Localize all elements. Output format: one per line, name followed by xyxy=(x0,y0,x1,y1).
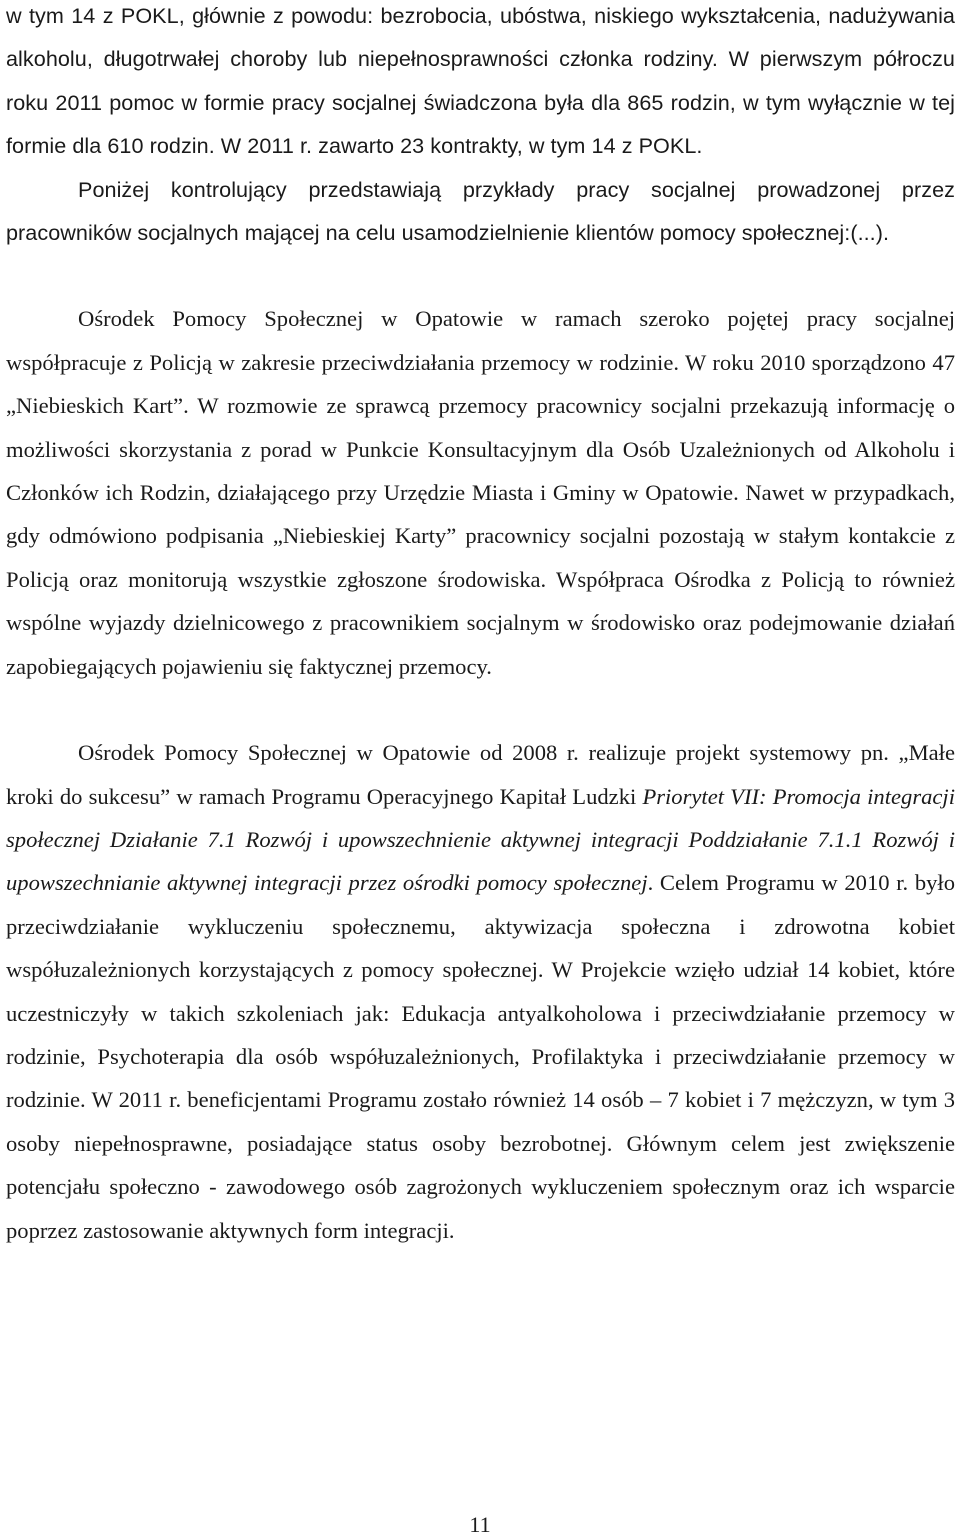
project-program-name-italic: Priorytet VII: Promocja integracji społecznej Działanie 7.1 Rozwój i upowszechnienie aktywnej integracji Poddziałanie 7.1.1 Rozwój i upowszechnianie aktywnej integracji przez ośrodki pomocy społecznej xyxy=(6,783,955,896)
project-text-part-2: . Celem Programu w 2010 r. było przeciwdziałanie wykluczeniu społecznemu, aktywizacja społeczna i zdrowotna kobiet współuzależnionych korzystających z pomocy społecznej. W Projekcie wzięło udział 14 kobiet, które uczestniczyły w takich szkoleniach jak: Edukacja antyalkoholowa i przeciwdziałanie przemocy w rodzinie, Psychoterapia dla osób współuzależnionych, Profilaktyka i przeciwdziałanie przemocy w rodzinie. W 2011 r. beneficjentami Programu zostało również 14 osób – 7 kobiet i 7 mężczyzn, w tym 3 osoby niepełnosprawne, posiadające status osoby bezrobotnej. Głównym celem jest zwiększenie potencjału społeczno - zawodowego osób zagrożonych wykluczeniem społecznym oraz ich wsparcie poprzez zastosowanie aktywnych form integracji. xyxy=(6,870,955,1243)
paragraph-examples-intro: Poniżej kontrolujący przedstawiają przykłady pracy socjalnej prowadzonej przez pracowników socjalnych mającej na celu usamodzielnienie klientów pomocy społecznej:(...). xyxy=(6,176,955,246)
project-text-part-1: Ośrodek Pomocy Społecznej w Opatowie od 2008 r. realizuje projekt systemowy pn. „Małe kroki do sukcesu” w ramach Programu Operacyjnego Kapitał Ludzki xyxy=(6,740,955,809)
paragraph-pokl-summary: w tym 14 z POKL, głównie z powodu: bezrobocia, ubóstwa, niskiego wykształcenia, nadużywania alkoholu, długotrwałej choroby lub niepełnosprawności członka rodziny. W pierwszym półroczu roku 2011 pomoc w formie pracy socjalnej świadczona była dla 865 rodzin, w tym wyłącznie w tej formie dla 610 rodzin. W 2011 r. zawarto 23 kontrakty, w tym 14 z POKL. xyxy=(6,3,955,159)
paragraph-police-cooperation: Ośrodek Pomocy Społecznej w Opatowie w ramach szeroko pojętej pracy socjalnej współpracuje z Policją w zakresie przeciwdziałania przemocy w rodzinie. W roku 2010 sporządzono 47 „Niebieskich Kart”. W rozmowie ze sprawcą przemocy pracownicy socjalni przekazują informację o możliwości skorzystania z porad w Punkcie Konsultacyjnym dla Osób Uzależnionych od Alkoholu i Członków ich Rodzin, działającego przy Urzędzie Miasta i Gminy w Opatowie. Nawet w przypadkach, gdy odmówiono podpisania „Niebieskiej Karty” pracownicy socjalni pozostają w stałym kontakcie z Policją oraz monitorują wszystkie zgłoszone środowiska. Współpraca Ośrodka z Policją to również wspólne wyjazdy dzielnicowego z pracownikiem socjalnym w środowisko oraz podejmowanie działań zapobiegających pojawieniu się faktycznej przemocy. xyxy=(6,306,955,679)
paragraph-project-description xyxy=(6,731,955,1252)
document-page xyxy=(6,0,955,1252)
page-number: 11 xyxy=(469,1512,491,1537)
